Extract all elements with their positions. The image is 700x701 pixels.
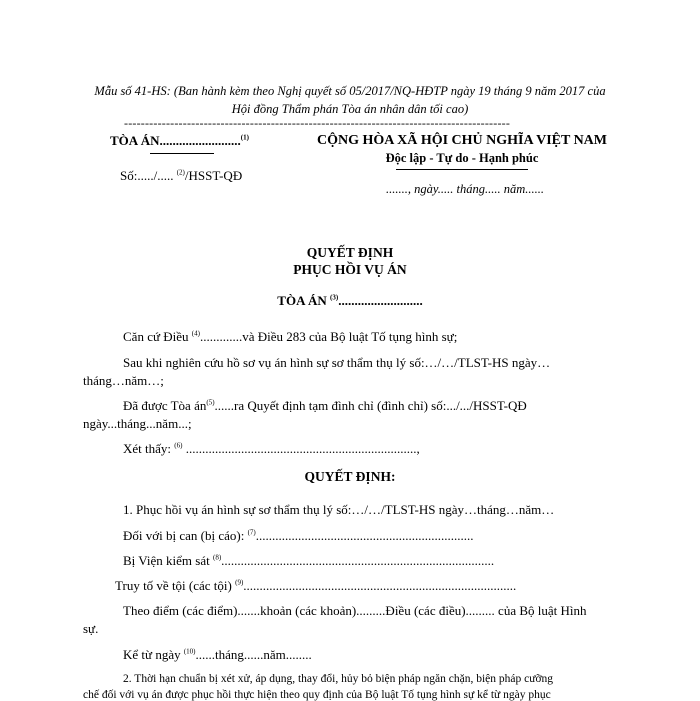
footnote-2: (2) bbox=[176, 168, 185, 177]
court-label: TÒA ÁN......................... bbox=[110, 133, 241, 148]
footnote-7: (7) bbox=[247, 528, 256, 537]
decision-number bbox=[120, 168, 242, 184]
decision-item-1: 1. Phục hồi vụ án hình sự sơ thẩm thụ lý số:…/…/TLST-HS ngày…tháng…năm… bbox=[123, 502, 555, 517]
decision-item-2-line-1: 2. Thời hạn chuẩn bị xét xử, áp dụng, thay đổi, hủy bỏ biện pháp ngăn chặn, biện pháp cưỡng bbox=[123, 673, 554, 685]
considering-label: Xét thấy: bbox=[123, 441, 172, 456]
suspended-text: Đã được Tòa án bbox=[123, 398, 207, 413]
from-date-rest: ......tháng......năm........ bbox=[195, 647, 312, 662]
suspended-text-cont: ......ra Quyết định tạm đình chỉ (đình chỉ) số:.../.../HSST-QĐ bbox=[214, 398, 527, 413]
procuracy-line bbox=[123, 553, 494, 569]
motto-underline bbox=[396, 169, 528, 170]
procuracy-dots: .................................................................................... bbox=[221, 553, 495, 568]
footnote-4: (4) bbox=[191, 329, 200, 338]
suspended-line-2: ngày...tháng...năm...; bbox=[83, 416, 192, 431]
basis-text-cont: .............và Điều 283 của Bộ luật Tố tụng hình sự; bbox=[199, 329, 458, 344]
charged-label: Truy tố về tội (các tội) bbox=[115, 578, 232, 593]
footnote-10: (10) bbox=[183, 647, 196, 656]
footnote-8: (8) bbox=[212, 553, 222, 562]
issuer-dots: .......................... bbox=[338, 293, 423, 308]
court-name bbox=[110, 133, 249, 149]
defendant-dots: ................................................................... bbox=[255, 528, 474, 543]
court-underline bbox=[150, 153, 214, 154]
issuing-court bbox=[0, 293, 700, 309]
review-line-1: Sau khi nghiên cứu hồ sơ vụ án hình sự sơ thẩm thụ lý số:…/…/TLST-HS ngày… bbox=[123, 355, 551, 370]
review-line-2: tháng…năm…; bbox=[83, 373, 164, 388]
defendant-line bbox=[123, 528, 473, 544]
charged-dots: .................................................................................... bbox=[243, 578, 517, 593]
form-header-line-1: Mẫu số 41-HS: (Ban hành kèm theo Nghị quyết số 05/2017/NQ-HĐTP ngày 19 tháng 9 năm 2017 của bbox=[94, 84, 606, 98]
national-motto: Độc lập - Tự do - Hạnh phúc bbox=[385, 151, 539, 165]
issuer-label: TÒA ÁN bbox=[277, 293, 327, 308]
footnote-9: (9) bbox=[235, 578, 244, 587]
charged-line bbox=[115, 578, 516, 594]
from-date-line bbox=[123, 647, 312, 663]
from-date-label: Kể từ ngày bbox=[123, 647, 181, 662]
procuracy-label: Bị Viện kiểm sát bbox=[123, 553, 210, 568]
decision-item-2-line-2: chế đối với vụ án được phục hồi thực hiện theo quy định của Bộ luật Tố tụng hình sự kể từ ngày phục bbox=[83, 689, 551, 701]
footnote-5: (5) bbox=[206, 398, 215, 407]
footnote-1: (1) bbox=[240, 133, 249, 142]
basis-paragraph bbox=[123, 329, 457, 345]
place-date-line: ......., ngày..... tháng..... năm...... bbox=[386, 182, 544, 196]
document-subtitle: PHỤC HỒI VỤ ÁN bbox=[293, 262, 407, 277]
considering-paragraph bbox=[123, 441, 420, 457]
suspended-paragraph bbox=[123, 398, 527, 414]
considering-dots: ......................................................................., bbox=[182, 441, 420, 456]
document-title: QUYẾT ĐỊNH bbox=[306, 245, 394, 260]
articles-line-2: sự. bbox=[83, 621, 99, 636]
number-suffix: /HSST-QĐ bbox=[184, 168, 243, 183]
basis-text: Căn cứ Điều bbox=[123, 329, 189, 344]
nation-title: CỘNG HÒA XÃ HỘI CHỦ NGHĨA VIỆT NAM bbox=[316, 133, 607, 148]
decision-heading: QUYẾT ĐỊNH: bbox=[304, 469, 396, 484]
footnote-3: (3) bbox=[330, 293, 339, 302]
number-prefix: Số:...../..... bbox=[120, 168, 174, 183]
form-header-line-2: Hội đồng Thẩm phán Tòa án nhân dân tối cao) bbox=[231, 102, 469, 116]
defendant-label: Đối với bị can (bị cáo): bbox=[123, 528, 245, 543]
articles-line-1: Theo điểm (các điểm).......khoản (các khoản).........Điều (các điều)......... của Bộ luật Hình bbox=[123, 603, 587, 618]
form-header-note bbox=[60, 82, 640, 118]
separator-line: -------------------------------------------------------------------------------------------- bbox=[124, 116, 511, 130]
footnote-6: (6) bbox=[174, 441, 183, 450]
